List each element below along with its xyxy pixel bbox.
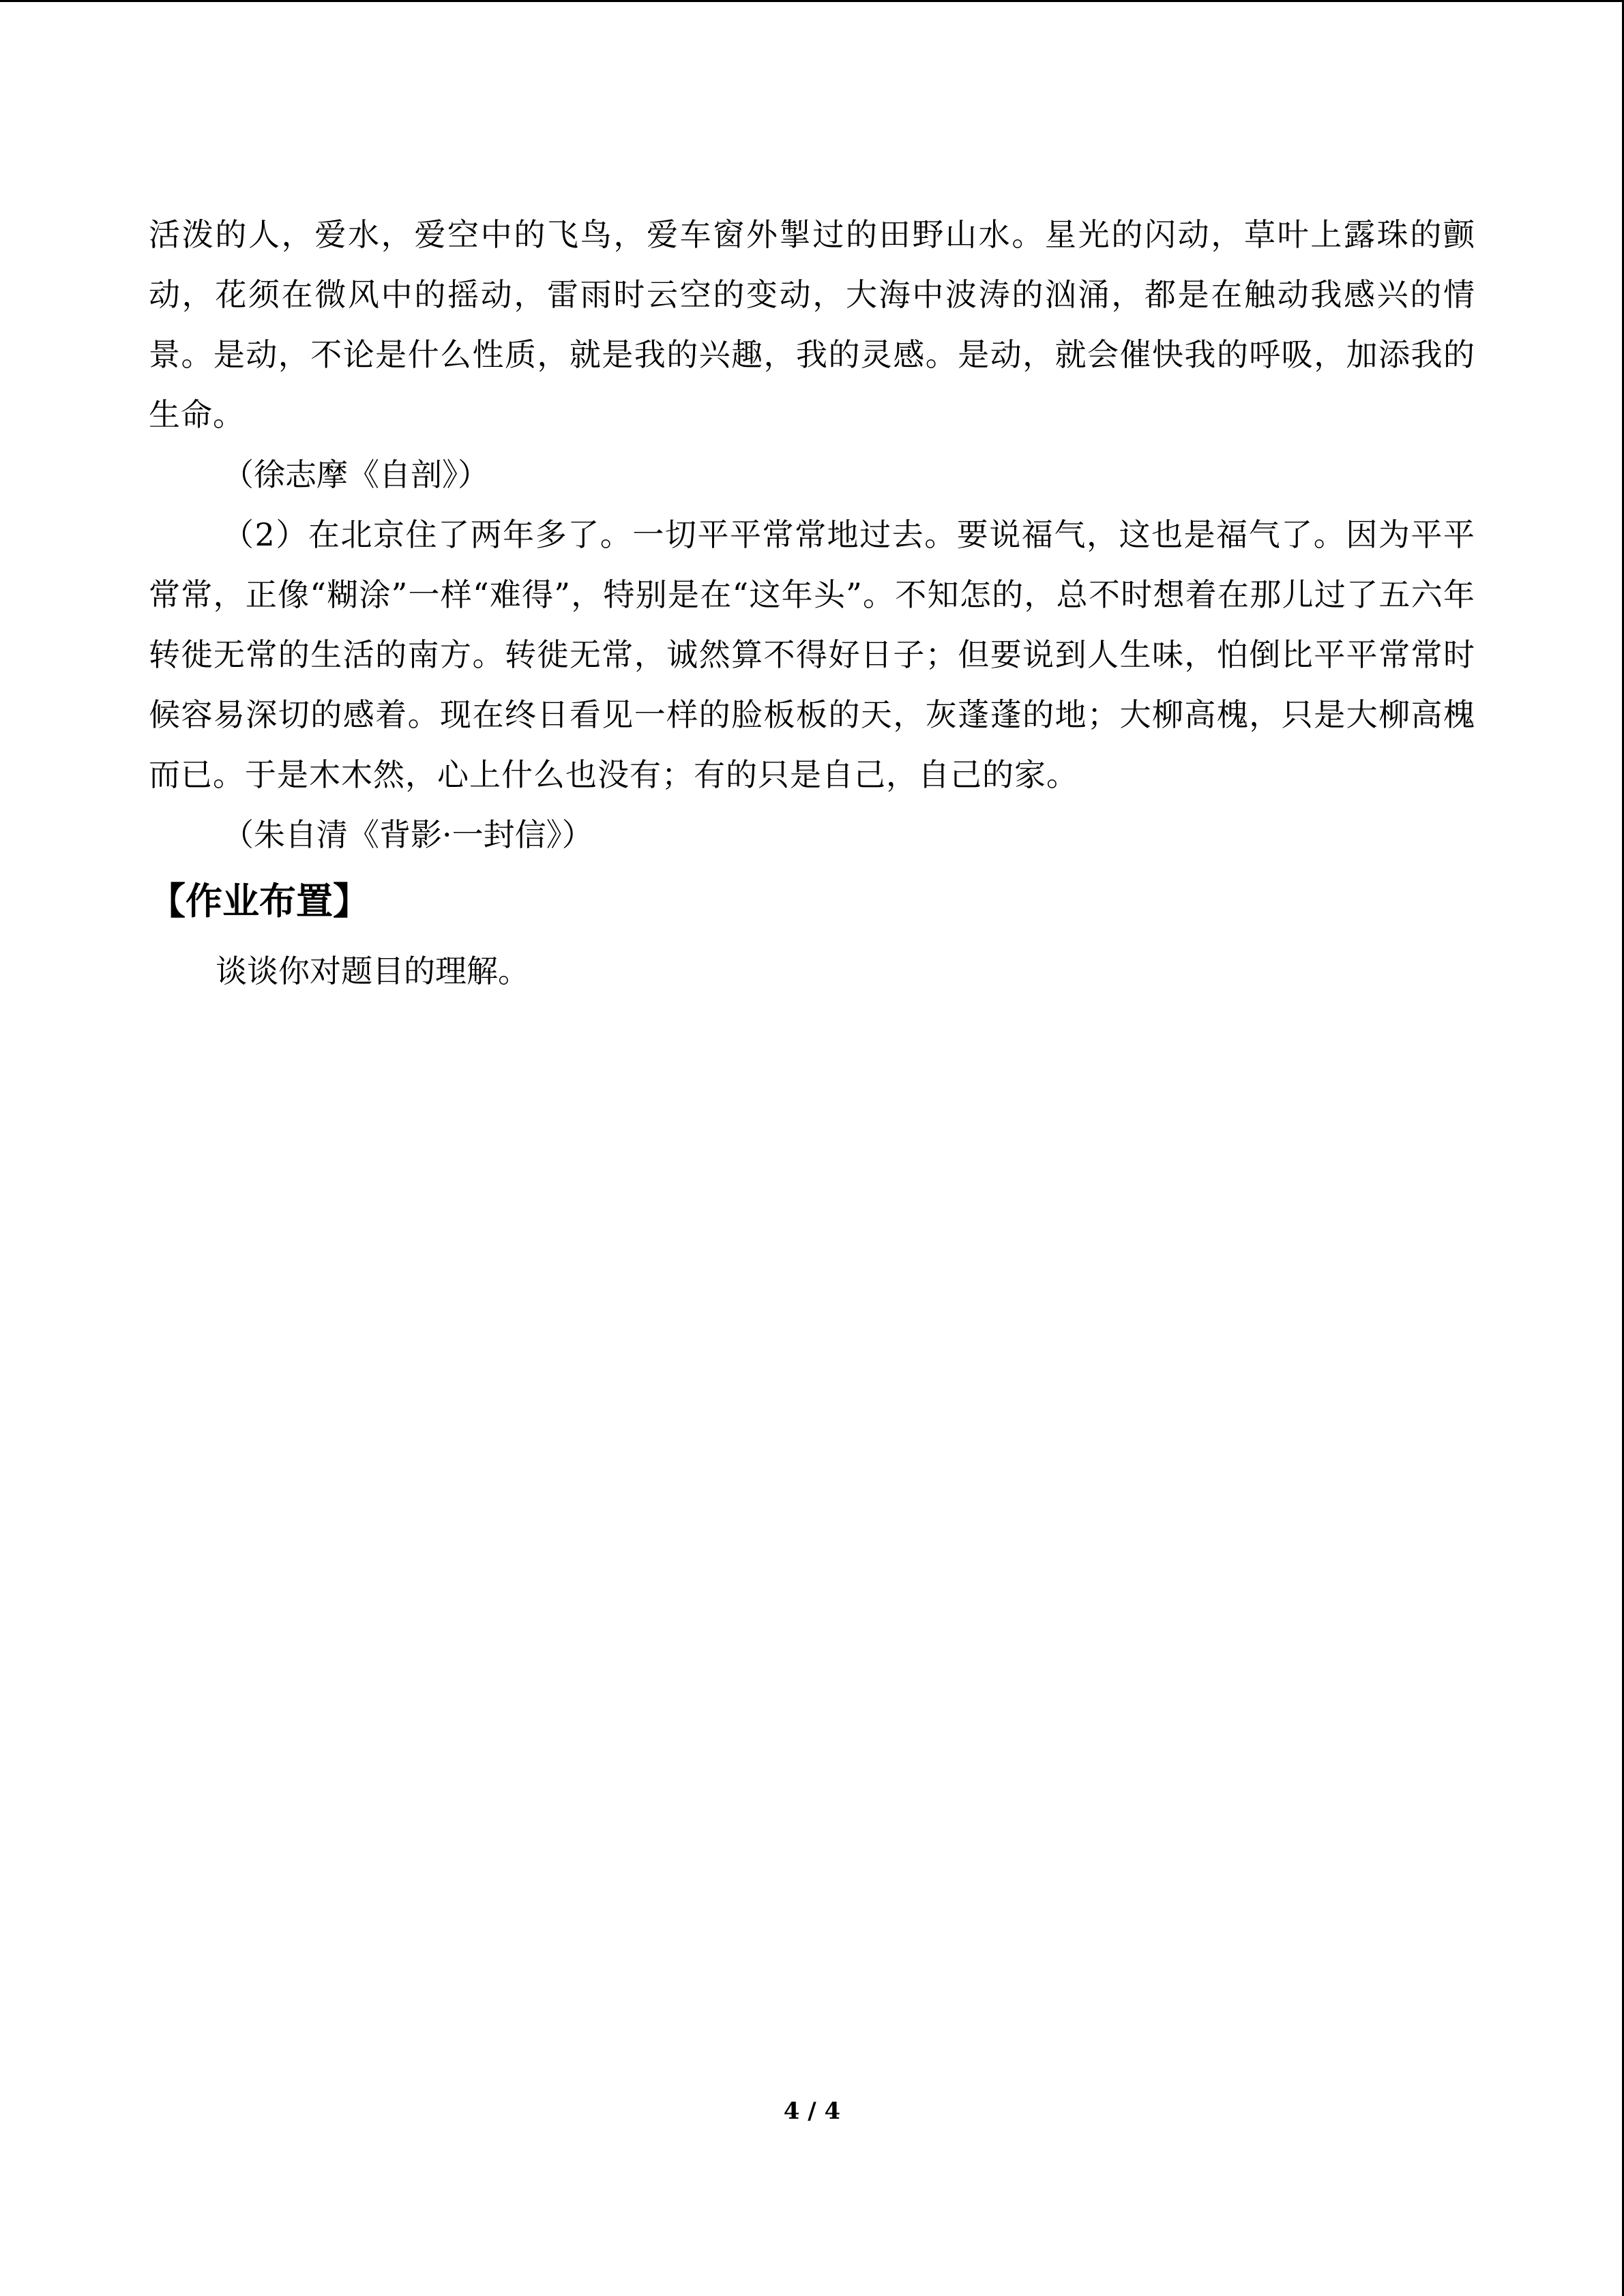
page-number: 4 / 4 [783, 2098, 841, 2125]
passage-2-citation: （朱自清《背影·一封信》） [222, 816, 593, 853]
document-body [149, 205, 1475, 1001]
homework-heading: 【作业布置】 [149, 880, 370, 923]
passage-1-text: 活泼的人，爱水，爱空中的飞鸟，爱车窗外掣过的田野山水。星光的闪动，草叶上露珠的颤动，花须在微风中的摇动，雷雨时云空的变动，大海中波涛的汹涌，都是在触动我感兴的情景。是动，不论是什么性质，就是我的兴趣，我的灵感。是动，就会催快我的呼吸，加添我的生命。 [149, 216, 1475, 433]
passage-2-text: （2）在北京住了两年多了。一切平平常常地过去。要说福气，这也是福气了。因为平平常常，正像“糊涂”一样“难得”，特别是在“这年头”。不知怎的，总不时想着在那儿过了五六年转徙无常的生活的南方。转徙无常，诚然算不得好日子；但要说到人生味，怕倒比平平常常时候容易深切的感着。现在终日看见一样的脸板板的天，灰蓬蓬的地；大柳高槐，只是大柳高槐而已。于是木木然，心上什么也没有；有的只是自己，自己的家。 [149, 516, 1475, 793]
top-border-line [0, 0, 1624, 2]
homework-task: 谈谈你对题目的理解。 [216, 953, 529, 989]
passage-1-citation: （徐志摩《自剖》） [222, 456, 489, 493]
